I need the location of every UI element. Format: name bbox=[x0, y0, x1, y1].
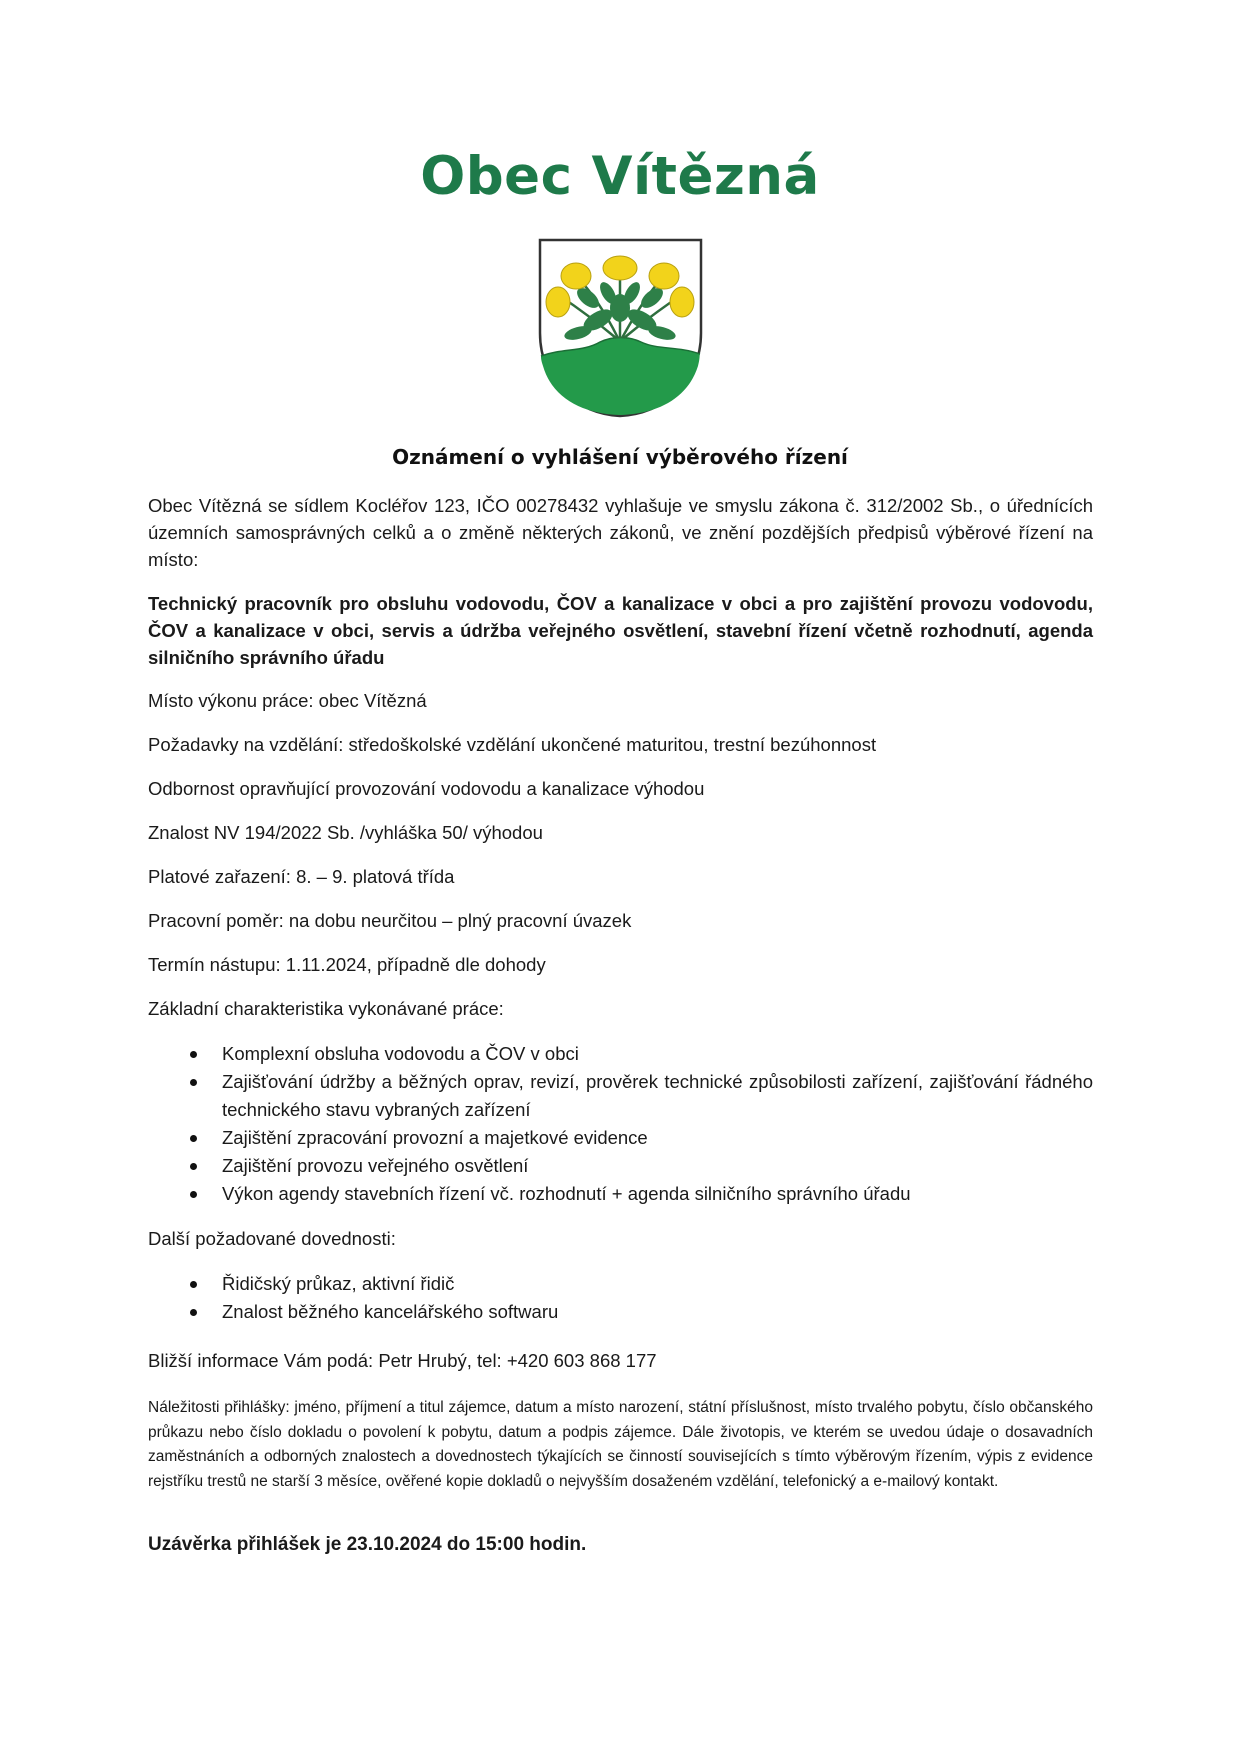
detail-qualification: Odbornost opravňující provozování vodovodu a kanalizace výhodou bbox=[148, 778, 705, 799]
bullet-icon bbox=[190, 1309, 197, 1316]
detail-salary: Platové zařazení: 8. – 9. platová třída bbox=[148, 866, 455, 887]
detail-education: Požadavky na vzdělání: středoškolské vzdělání ukončené maturitou, trestní bezúhonnost bbox=[148, 734, 877, 755]
bullet-icon bbox=[190, 1051, 197, 1058]
list-item: Řidičský průkaz, aktivní řidič bbox=[148, 1270, 1093, 1298]
skills-label: Další požadované dovednosti: bbox=[148, 1228, 396, 1249]
detail-start-date: Termín nástupu: 1.11.2024, případně dle dohody bbox=[148, 954, 546, 975]
coat-of-arms-icon bbox=[538, 238, 703, 418]
notice-heading: Oznámení o vyhlášení výběrového řízení bbox=[392, 445, 848, 469]
bullet-icon bbox=[190, 1135, 197, 1142]
list-item: Znalost běžného kancelářského softwaru bbox=[148, 1298, 1093, 1326]
skills-list bbox=[148, 1270, 1093, 1326]
duties-label: Základní charakteristika vykonávané práce: bbox=[148, 998, 504, 1019]
deadline: Uzávěrka přihlášek je 23.10.2024 do 15:00 hodin. bbox=[148, 1534, 587, 1555]
list-item: Zajištění provozu veřejného osvětlení bbox=[148, 1152, 1093, 1180]
contact-info: Bližší informace Vám podá: Petr Hrubý, tel: +420 603 868 177 bbox=[148, 1350, 657, 1371]
intro-paragraph: Obec Vítězná se sídlem Kocléřov 123, IČO 00278432 vyhlašuje ve smyslu zákona č. 312/2002 Sb., o úřednících územních samosprávných celků a o změně některých zákonů, ve znění pozdějších předpisů výběrové řízení na místo: bbox=[148, 495, 1093, 570]
bullet-icon bbox=[190, 1163, 197, 1170]
detail-regulation: Znalost NV 194/2022 Sb. /vyhláška 50/ výhodou bbox=[148, 822, 543, 843]
list-item: Výkon agendy stavebních řízení vč. rozhodnutí + agenda silničního správního úřadu bbox=[148, 1180, 1093, 1208]
detail-workplace: Místo výkonu práce: obec Vítězná bbox=[148, 690, 427, 711]
list-item: Komplexní obsluha vodovodu a ČOV v obci bbox=[148, 1040, 1093, 1068]
bullet-icon bbox=[190, 1281, 197, 1288]
duties-list bbox=[148, 1040, 1093, 1208]
bullet-icon bbox=[190, 1191, 197, 1198]
list-item: Zajištění zpracování provozní a majetkové evidence bbox=[148, 1124, 1093, 1152]
position-title: Technický pracovník pro obsluhu vodovodu, ČOV a kanalizace v obci a pro zajištění provozu vodovodu, ČOV a kanalizace v obci, servis a údržba veřejného osvětlení, stavební řízení včetně rozhodnutí, agenda silničního správního úřadu bbox=[148, 593, 1093, 668]
detail-employment: Pracovní poměr: na dobu neurčitou – plný pracovní úvazek bbox=[148, 910, 632, 931]
bullet-icon bbox=[190, 1079, 197, 1086]
application-requirements: Náležitosti přihlášky: jméno, příjmení a titul zájemce, datum a místo narození, státní příslušnost, místo trvalého pobytu, číslo občanského průkazu nebo číslo dokladu o povolení k pobytu, datum a podpis zájemce. Dále životopis, ve kterém se uvedou údaje o dosavadních zaměstnáních a odborných znalostech a dovednostech týkajících se činností souvisejících s tímto výběrovým řízením, výpis z evidence rejstříku trestů ne starší 3 měsíce, ověřené kopie dokladů o nejvyšším dosaženém vzdělání, telefonický a e-mailový kontakt. bbox=[148, 1399, 1093, 1490]
page-title: Obec Vítězná bbox=[420, 146, 820, 207]
list-item: Zajišťování údržby a běžných oprav, revizí, prověrek technické způsobilosti zařízení, zajišťování řádného technického stavu vybraných zařízení bbox=[148, 1068, 1093, 1124]
